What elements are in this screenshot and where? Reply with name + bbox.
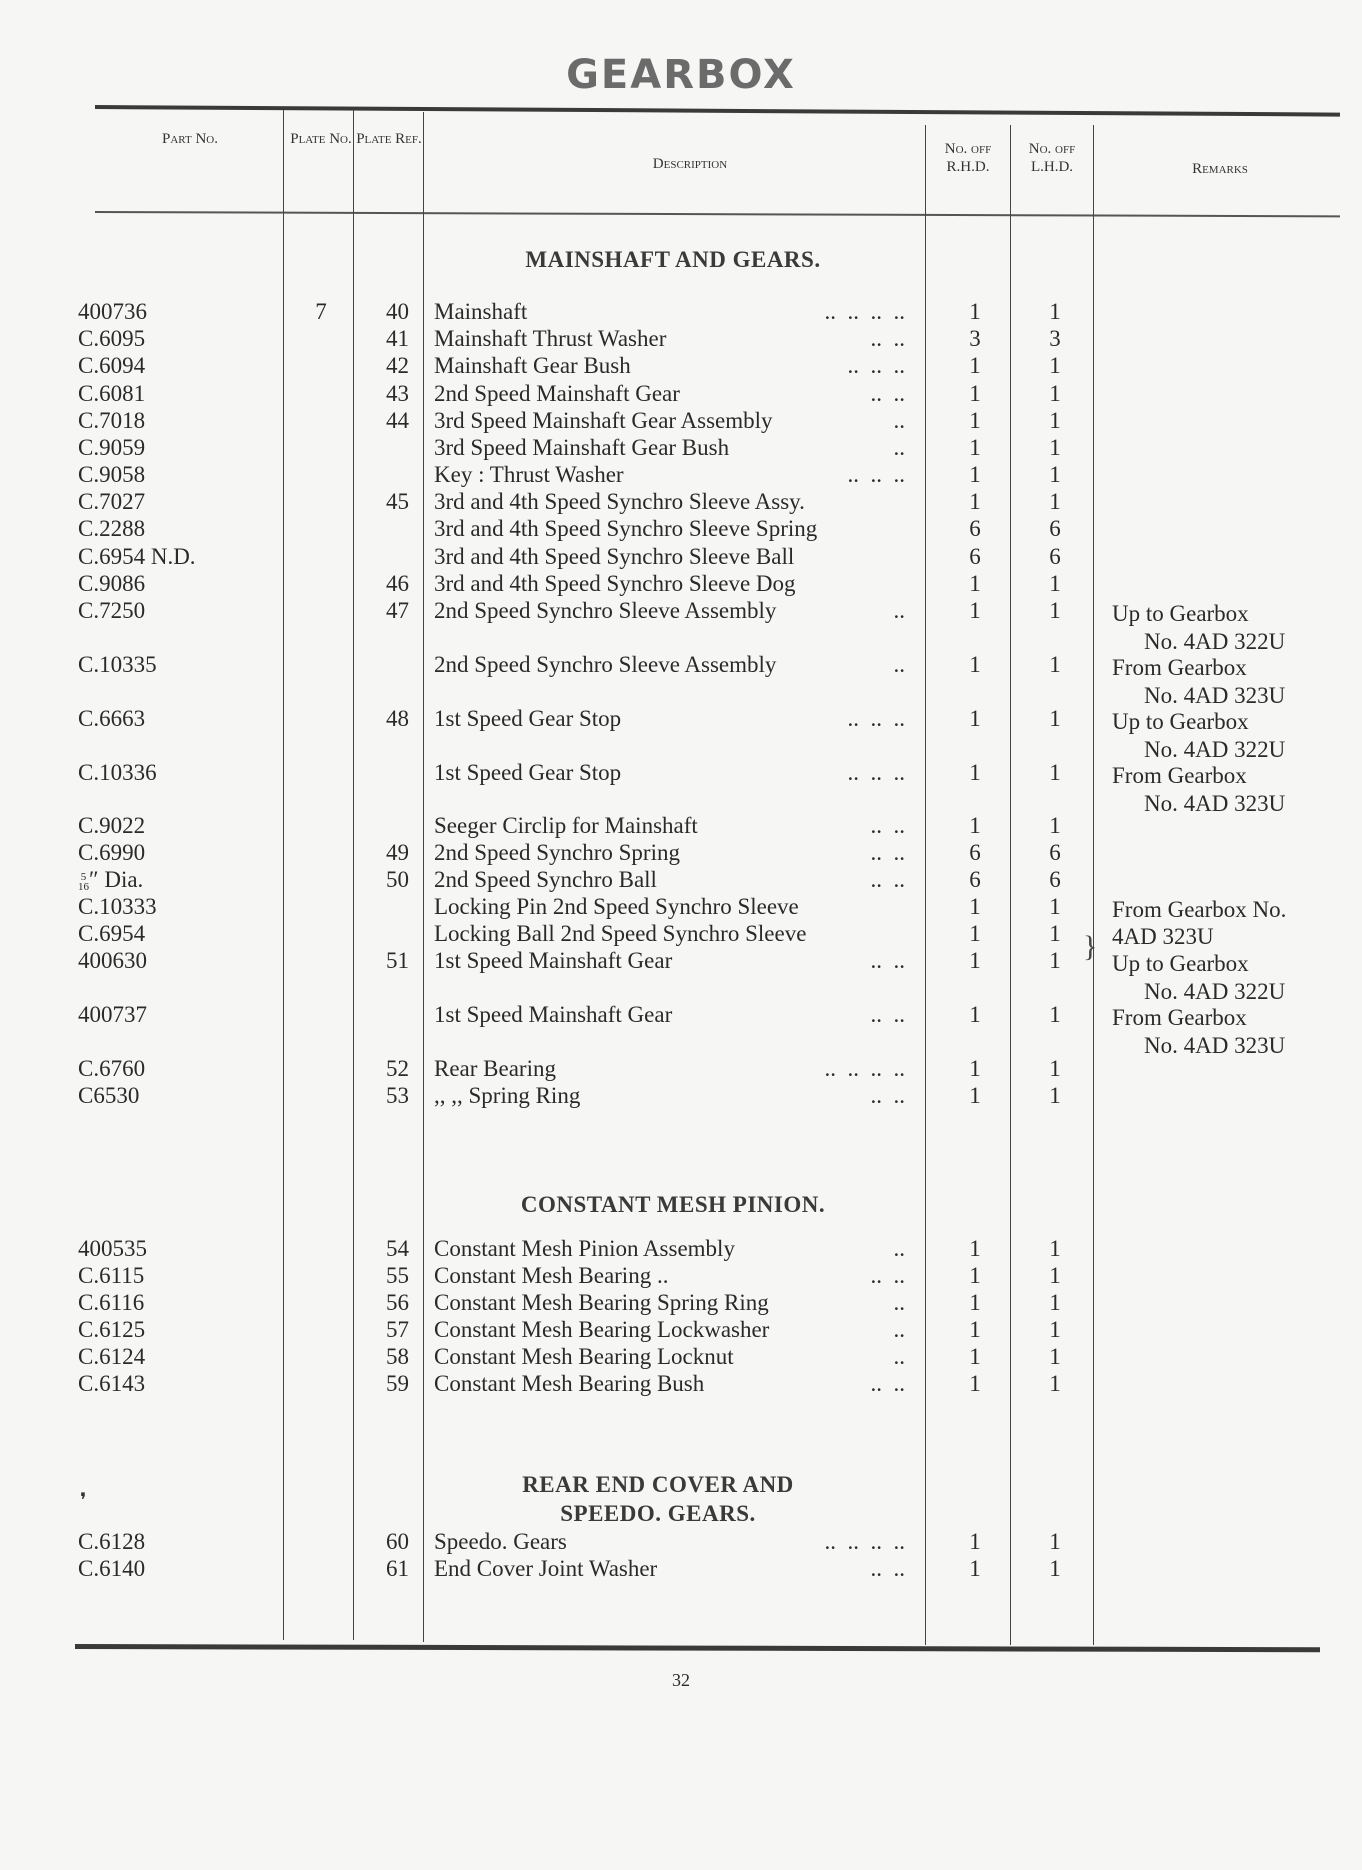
qty-rhd: 1 [969,1290,981,1315]
dot-leader: .. [893,1344,905,1369]
section-heading-line2: SPEEDO. GEARS. [560,1501,756,1526]
remark-line1: From Gearbox No. [1112,897,1287,922]
remark-line1: Up to Gearbox [1112,601,1249,626]
qty-lhd: 1 [1049,1556,1061,1581]
plate-ref: 54 [386,1236,409,1261]
dot-leader: .. [893,652,905,677]
plate-ref: 45 [386,489,409,514]
remark [1112,762,1285,818]
section-heading-constant-mesh: CONSTANT MESH PINION. [520,1192,826,1217]
description: Seeger Circlip for Mainshaft [434,813,698,838]
part-number: C.6115 [78,1263,145,1288]
part-number: C.6125 [78,1317,146,1342]
remark-line1: From Gearbox [1112,655,1247,680]
qty-rhd: 1 [969,1529,981,1554]
remark-line2: No. 4AD 323U [1144,683,1286,708]
qty-rhd: 6 [969,544,981,569]
column-divider [1010,125,1011,1645]
remark [1112,896,1286,924]
part-number: C.6094 [78,353,146,378]
qty-lhd: 1 [1049,381,1061,406]
qty-lhd: 1 [1049,1083,1061,1108]
qty-rhd: 6 [969,516,981,541]
qty-lhd: 1 [1049,921,1061,946]
column-divider [423,112,424,1642]
part-number: C.10333 [78,894,157,919]
plate-ref: 46 [386,571,409,596]
qty-lhd: 1 [1049,571,1061,596]
part-number: C.9059 [78,435,146,460]
qty-rhd: 1 [969,571,981,596]
dot-leader: .. [893,1236,905,1261]
qty-lhd: 1 [1049,435,1061,460]
dot-leader: .. .. [870,1002,905,1027]
dot-leader: .. .. [870,948,905,973]
description: 3rd and 4th Speed Synchro Sleeve Assy. [434,489,805,514]
page-number: 32 [672,1670,690,1690]
dot-leader: .. .. [870,813,905,838]
part-number: C.10335 [78,652,157,677]
qty-rhd: 1 [969,598,981,623]
dot-leader: .. [893,1317,905,1342]
dot-leader: .. .. .. [847,760,905,785]
qty-lhd: 1 [1049,598,1061,623]
plate-ref: 53 [386,1083,409,1108]
description: 1st Speed Gear Stop [434,760,622,785]
description: Constant Mesh Pinion Assembly [434,1236,735,1261]
qty-lhd: 1 [1049,408,1061,433]
description: 2nd Speed Synchro Ball [434,867,657,892]
remark-line1: From Gearbox [1112,763,1247,788]
qty-lhd: 1 [1049,1263,1061,1288]
qty-lhd: 1 [1049,1002,1061,1027]
column-divider [353,110,354,1640]
qty-lhd: 1 [1049,462,1061,487]
description: Constant Mesh Bearing .. [434,1263,669,1288]
column-divider [283,110,284,1640]
qty-rhd: 1 [969,706,981,731]
plate-ref: 50 [386,867,409,892]
dot-leader: .. [893,1290,905,1315]
top-rule [95,105,1340,117]
header-rule [95,211,1340,217]
dot-leader: .. .. [870,1371,905,1396]
qty-rhd: 1 [969,1002,981,1027]
qty-rhd: 1 [969,1317,981,1342]
description: 3rd and 4th Speed Synchro Sleeve Spring [434,516,818,541]
part-number: C.6954 [78,921,146,946]
part-number: C6530 [78,1083,140,1108]
dot-leader: .. .. [870,326,905,351]
description: ,, ,, Spring Ring [434,1083,581,1108]
section-heading-mainshaft: MAINSHAFT AND GEARS. [525,247,821,272]
part-number: C.6095 [78,326,146,351]
header-remarks: Remarks [1192,161,1248,177]
description: Mainshaft Thrust Washer [434,326,667,351]
part-number: 400535 [78,1236,147,1261]
plate-ref: 60 [386,1529,409,1554]
remark-line2: No. 4AD 322U [1144,629,1286,654]
qty-rhd: 1 [969,1236,981,1261]
qty-lhd: 1 [1049,299,1061,324]
part-number: C.10336 [78,760,157,785]
fraction-suffix: ″ Dia. [89,867,144,892]
plate-ref: 52 [386,1056,409,1081]
part-number: C.6760 [78,1056,146,1081]
column-divider [1093,125,1094,1645]
remark-line2: No. 4AD 322U [1144,737,1286,762]
remark-line1: Up to Gearbox [1112,709,1249,734]
qty-rhd: 1 [969,462,981,487]
qty-rhd: 1 [969,1344,981,1369]
plate-ref: 40 [386,299,409,324]
description: Mainshaft [434,299,528,324]
qty-lhd: 1 [1049,1344,1061,1369]
header-no-off-lhd: No. off L.H.D. [1028,141,1076,175]
plate-ref: 55 [386,1263,409,1288]
qty-lhd: 3 [1049,326,1061,351]
description: 3rd Speed Mainshaft Gear Bush [434,435,730,460]
qty-lhd: 1 [1049,813,1061,838]
part-number: C.9086 [78,571,146,596]
part-number: C.7018 [78,408,146,433]
dot-leader: .. .. .. .. [824,1529,905,1554]
remark-line1: Up to Gearbox [1112,951,1249,976]
part-number: C.2288 [78,516,146,541]
dot-leader: .. [893,435,905,460]
remark [1112,654,1285,710]
remark-line1: 4AD 323U [1112,924,1214,949]
qty-lhd: 1 [1049,1371,1061,1396]
qty-rhd: 1 [969,921,981,946]
qty-lhd: 6 [1049,516,1061,541]
plate-ref: 44 [386,408,409,433]
description: Locking Pin 2nd Speed Synchro Sleeve [434,894,799,919]
qty-lhd: 1 [1049,760,1061,785]
description: 1st Speed Gear Stop [434,706,622,731]
plate-ref: 51 [386,948,409,973]
qty-lhd: 1 [1049,948,1061,973]
description: Rear Bearing [434,1056,556,1081]
qty-rhd: 1 [969,299,981,324]
qty-rhd: 1 [969,489,981,514]
dot-leader: .. .. [870,1263,905,1288]
qty-rhd: 6 [969,867,981,892]
remark [1112,708,1285,764]
dot-leader: .. .. [870,381,905,406]
plate-ref: 56 [386,1290,409,1315]
page-title: GEARBOX [566,52,796,98]
description: 2nd Speed Synchro Sleeve Assembly [434,652,777,677]
plate-ref: 42 [386,353,409,378]
description: Constant Mesh Bearing Bush [434,1371,705,1396]
description: Locking Ball 2nd Speed Synchro Sleeve [434,921,807,946]
remark [1112,1004,1285,1060]
dot-leader: .. .. [870,840,905,865]
description: 2nd Speed Mainshaft Gear [434,381,680,406]
qty-lhd: 6 [1049,867,1061,892]
qty-lhd: 1 [1049,1317,1061,1342]
description: 2nd Speed Synchro Sleeve Assembly [434,598,777,623]
plate-ref: 49 [386,840,409,865]
remark-line2: No. 4AD 323U [1144,791,1286,816]
part-number: C.6143 [78,1371,146,1396]
dot-leader: .. .. [870,867,905,892]
fraction-numerator: 5 [80,870,87,883]
qty-rhd: 1 [969,408,981,433]
qty-rhd: 1 [969,381,981,406]
qty-rhd: 1 [969,353,981,378]
remark-line2: No. 4AD 322U [1144,979,1286,1004]
qty-rhd: 1 [969,1556,981,1581]
qty-lhd: 1 [1049,489,1061,514]
part-number: C.6990 [78,840,146,865]
qty-lhd: 1 [1049,353,1061,378]
brace-icon: } [1083,930,1098,963]
part-number: C.6954 N.D. [78,544,196,569]
dot-leader: .. .. [870,1083,905,1108]
qty-rhd: 1 [969,760,981,785]
qty-lhd: 6 [1049,840,1061,865]
remark [1112,950,1285,1006]
part-number: C.6081 [78,381,146,406]
part-number: C.6140 [78,1556,146,1581]
fraction [78,872,89,892]
qty-lhd: 1 [1049,894,1061,919]
description: End Cover Joint Washer [434,1556,658,1581]
qty-rhd: 3 [969,326,981,351]
header-plate-ref: Plate Ref. [356,131,422,147]
qty-rhd: 1 [969,1056,981,1081]
description: Mainshaft Gear Bush [434,353,631,378]
qty-lhd: 1 [1049,1529,1061,1554]
qty-lhd: 1 [1049,706,1061,731]
section-heading-rear-end-cover [423,1470,893,1528]
part-number: 400736 [78,299,147,324]
plate-ref: 61 [386,1556,409,1581]
part-number: C.6663 [78,706,146,731]
description: 1st Speed Mainshaft Gear [434,948,673,973]
dot-leader: .. .. .. .. [824,1056,905,1081]
header-no-off-rhd: No. off R.H.D. [944,141,992,175]
plate-number: 7 [315,299,327,324]
dot-leader: .. .. .. [847,462,905,487]
qty-lhd: 1 [1049,1056,1061,1081]
qty-lhd: 1 [1049,652,1061,677]
header-plate-no: Plate No. [290,131,352,147]
plate-ref: 48 [386,706,409,731]
description: 3rd Speed Mainshaft Gear Assembly [434,408,773,433]
description: Constant Mesh Bearing Spring Ring [434,1290,769,1315]
bottom-rule [75,1644,1320,1652]
qty-rhd: 1 [969,1263,981,1288]
description: Constant Mesh Bearing Locknut [434,1344,734,1369]
part-number: C.7027 [78,489,146,514]
dot-leader: .. .. .. [847,353,905,378]
plate-ref: 41 [386,326,409,351]
qty-rhd: 1 [969,1083,981,1108]
header-description: Description [652,156,728,172]
plate-ref: 43 [386,381,409,406]
remark-line2: No. 4AD 323U [1144,1033,1286,1058]
description: 3rd and 4th Speed Synchro Sleeve Ball [434,544,795,569]
qty-rhd: 1 [969,948,981,973]
plate-ref: 58 [386,1344,409,1369]
description: Constant Mesh Bearing Lockwasher [434,1317,770,1342]
description: 1st Speed Mainshaft Gear [434,1002,673,1027]
qty-rhd: 1 [969,813,981,838]
dot-leader: .. .. [870,1556,905,1581]
plate-ref: 57 [386,1317,409,1342]
qty-rhd: 1 [969,894,981,919]
dot-leader: .. [893,408,905,433]
qty-lhd: 1 [1049,1290,1061,1315]
ink-mark: ❜ [80,1490,87,1512]
dot-leader: .. .. .. [847,706,905,731]
qty-rhd: 1 [969,435,981,460]
description: Key : Thrust Washer [434,462,624,487]
dot-leader: .. [893,598,905,623]
part-number: C.6116 [78,1290,145,1315]
qty-lhd: 6 [1049,544,1061,569]
qty-rhd: 1 [969,1371,981,1396]
qty-rhd: 6 [969,840,981,865]
remark [1112,600,1285,656]
part-number: C.7250 [78,598,146,623]
remark-line1: From Gearbox [1112,1005,1247,1030]
remark [1112,923,1214,951]
part-number: C.9022 [78,813,146,838]
section-heading-line1: REAR END COVER AND [522,1472,794,1497]
part-number: 400630 [78,948,147,973]
part-number: C.6124 [78,1344,146,1369]
column-divider [925,125,926,1645]
description: 3rd and 4th Speed Synchro Sleeve Dog [434,571,796,596]
header-part-no: Part No. [162,131,218,147]
qty-rhd: 1 [969,652,981,677]
plate-ref: 47 [386,598,409,623]
part-number [78,866,143,894]
plate-ref: 59 [386,1371,409,1396]
description: Speedo. Gears [434,1529,567,1554]
dot-leader: .. .. .. .. [824,299,905,324]
part-number: C.9058 [78,462,146,487]
fraction-denominator: 16 [78,880,89,893]
qty-lhd: 1 [1049,1236,1061,1261]
part-number: 400737 [78,1002,147,1027]
part-number: C.6128 [78,1529,146,1554]
description: 2nd Speed Synchro Spring [434,840,680,865]
